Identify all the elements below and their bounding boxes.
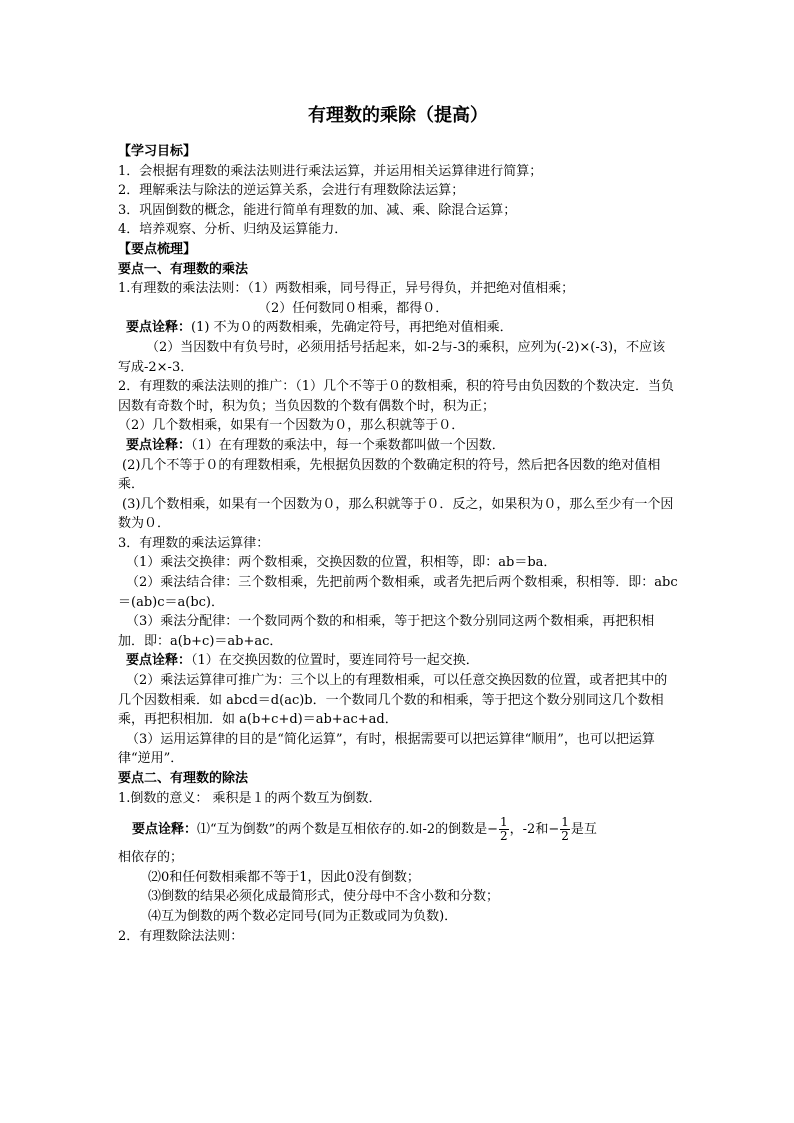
note1-line-a [118, 318, 678, 338]
note3-line-a [118, 651, 678, 671]
point1-heading: 要点一、有理数的乘法 [118, 261, 249, 277]
fraction-numerator: 1 [561, 815, 569, 830]
summary-heading: 【要点梳理】 [118, 241, 197, 257]
frac-sign: − [548, 822, 560, 838]
note2-line-b: (2)几个不等于０的有理数相乘，先根据负因数的个数确定积的符号，然后把各因数的绝对值相乘． [118, 457, 661, 493]
note4-line-d: ⑷互为倒数的两个数必定同号(同为正数或同为负数)． [148, 908, 458, 924]
document-content [118, 104, 678, 946]
law-distributive: （3）乘法分配律：一个数同两个数的和相乘，等于把这个数分别同这两个数相乘，再把积相加．即：a(b+c)＝ab+ac． [118, 614, 655, 649]
note-label: 要点诠释： [132, 822, 198, 838]
division-rule-heading: 2．有理数除法法则： [118, 928, 244, 944]
fraction-one-half [499, 816, 509, 843]
mult-rule-a: 1.有理数的乘法法则：（1）两数相乘，同号得正，异号得负，并把绝对值相乘； [118, 281, 575, 297]
note1-line-b: （2）当因数中有负号时，必须用括号括起来，如-2与-3的乘积，应列为(-2)×(-3)，不应该写成-2×-3． [118, 339, 666, 375]
point2-heading: 要点二、有理数的除法 [118, 771, 249, 786]
laws-heading: 3．有理数的乘法运算律： [118, 535, 270, 551]
goal-item-1: 1．会根据有理数的乘法法则进行乘法运算，并运用相关运算律进行简算； [118, 163, 543, 179]
note-label: 要点诠释： [126, 653, 192, 669]
goal-item-3: 3．巩固倒数的概念，能进行简单有理数的加、减、乘、除混合运算； [118, 202, 517, 218]
fraction-numerator: 1 [500, 815, 508, 830]
goal-item-2: 2．理解乘法与除法的逆运算关系，会进行有理数除法运算； [118, 183, 465, 199]
mult-ext-2: （2）几个数相乘，如果有一个因数为０，那么积就等于０． [118, 418, 465, 434]
note1-text-a: (1) 不为０的两数相乘，先确定符号，再把绝对值相乘． [191, 320, 513, 336]
fraction-denominator: 2 [500, 829, 508, 844]
fraction-one-half [560, 816, 570, 843]
note4-line-c: ⑶倒数的结果必须化成最简形式，使分母中不含小数和分数； [148, 889, 500, 905]
frac-sign: − [487, 822, 499, 838]
note4-text-post: 是互 [570, 822, 597, 838]
note3-line-b: （2）乘法运算律可推广为：三个以上的有理数相乘，可以任意交换因数的位置，或者把其中的几个因数相乘．如 abcd＝d(ac)b．一个数同几个数的和相乘，等于把这个数分别同这几个数相乘，再把积相加．如 a(b+c+d)＝ab+ac+ad． [118, 673, 668, 728]
note-label: 要点诠释： [126, 437, 192, 453]
reciprocal-def: 1.倒数的意义： 乘积是１的两个数互为倒数． [118, 790, 382, 806]
goals-heading: 【学习目标】 [118, 144, 197, 159]
note2-line-c: (3)几个数相乘，如果有一个因数为０，那么积就等于０．反之，如果积为０，那么至少有一个因数为０． [118, 496, 674, 532]
note2-text-a: （1）在有理数的乘法中，每一个乘数都叫做一个因数． [191, 437, 505, 453]
note3-text-a: （1）在交换因数的位置时，要连同符号一起交换． [191, 653, 479, 669]
mult-rule-b: （2）任何数同０相乘，都得０． [258, 300, 449, 316]
note4-line-cont: 相依存的； [118, 850, 184, 866]
page-title: 有理数的乘除（提高） [308, 105, 488, 126]
goal-item-4: 4．培养观察、分析、归纳及运算能力． [118, 222, 348, 238]
note2-line-a [118, 436, 678, 456]
note4-text-mid: ，-2和 [509, 822, 549, 838]
note4-line-b: ⑵0和任何数相乘都不等于1，因此0没有倒数； [148, 869, 420, 885]
fraction-denominator: 2 [561, 829, 569, 844]
note-label: 要点诠释： [126, 320, 192, 336]
note4-line-a [118, 812, 678, 848]
mult-ext: 2．有理数的乘法法则的推广：（1）几个不等于０的数相乘，积的符号由负因数的个数决定．当负因数有奇数个时，积为负；当负因数的个数有偶数个时，积为正； [118, 379, 675, 414]
law-associative: （2）乘法结合律：三个数相乘，先把前两个数相乘，或者先把后两个数相乘，积相等．即：abc＝(ab)c＝a(bc)． [118, 575, 678, 610]
law-commutative: （1）乘法交换律：两个数相乘，交换因数的位置，积相等，即：ab＝ba． [126, 555, 557, 571]
note3-line-c: （3）运用运算律的目的是“简化运算”，有时，根据需要可以把运算律“顺用”，也可以把运算律“逆用”． [118, 731, 655, 767]
note4-text-pre: ⑴“互为倒数”的两个数是互相依存的.如-2的倒数是 [197, 822, 488, 838]
